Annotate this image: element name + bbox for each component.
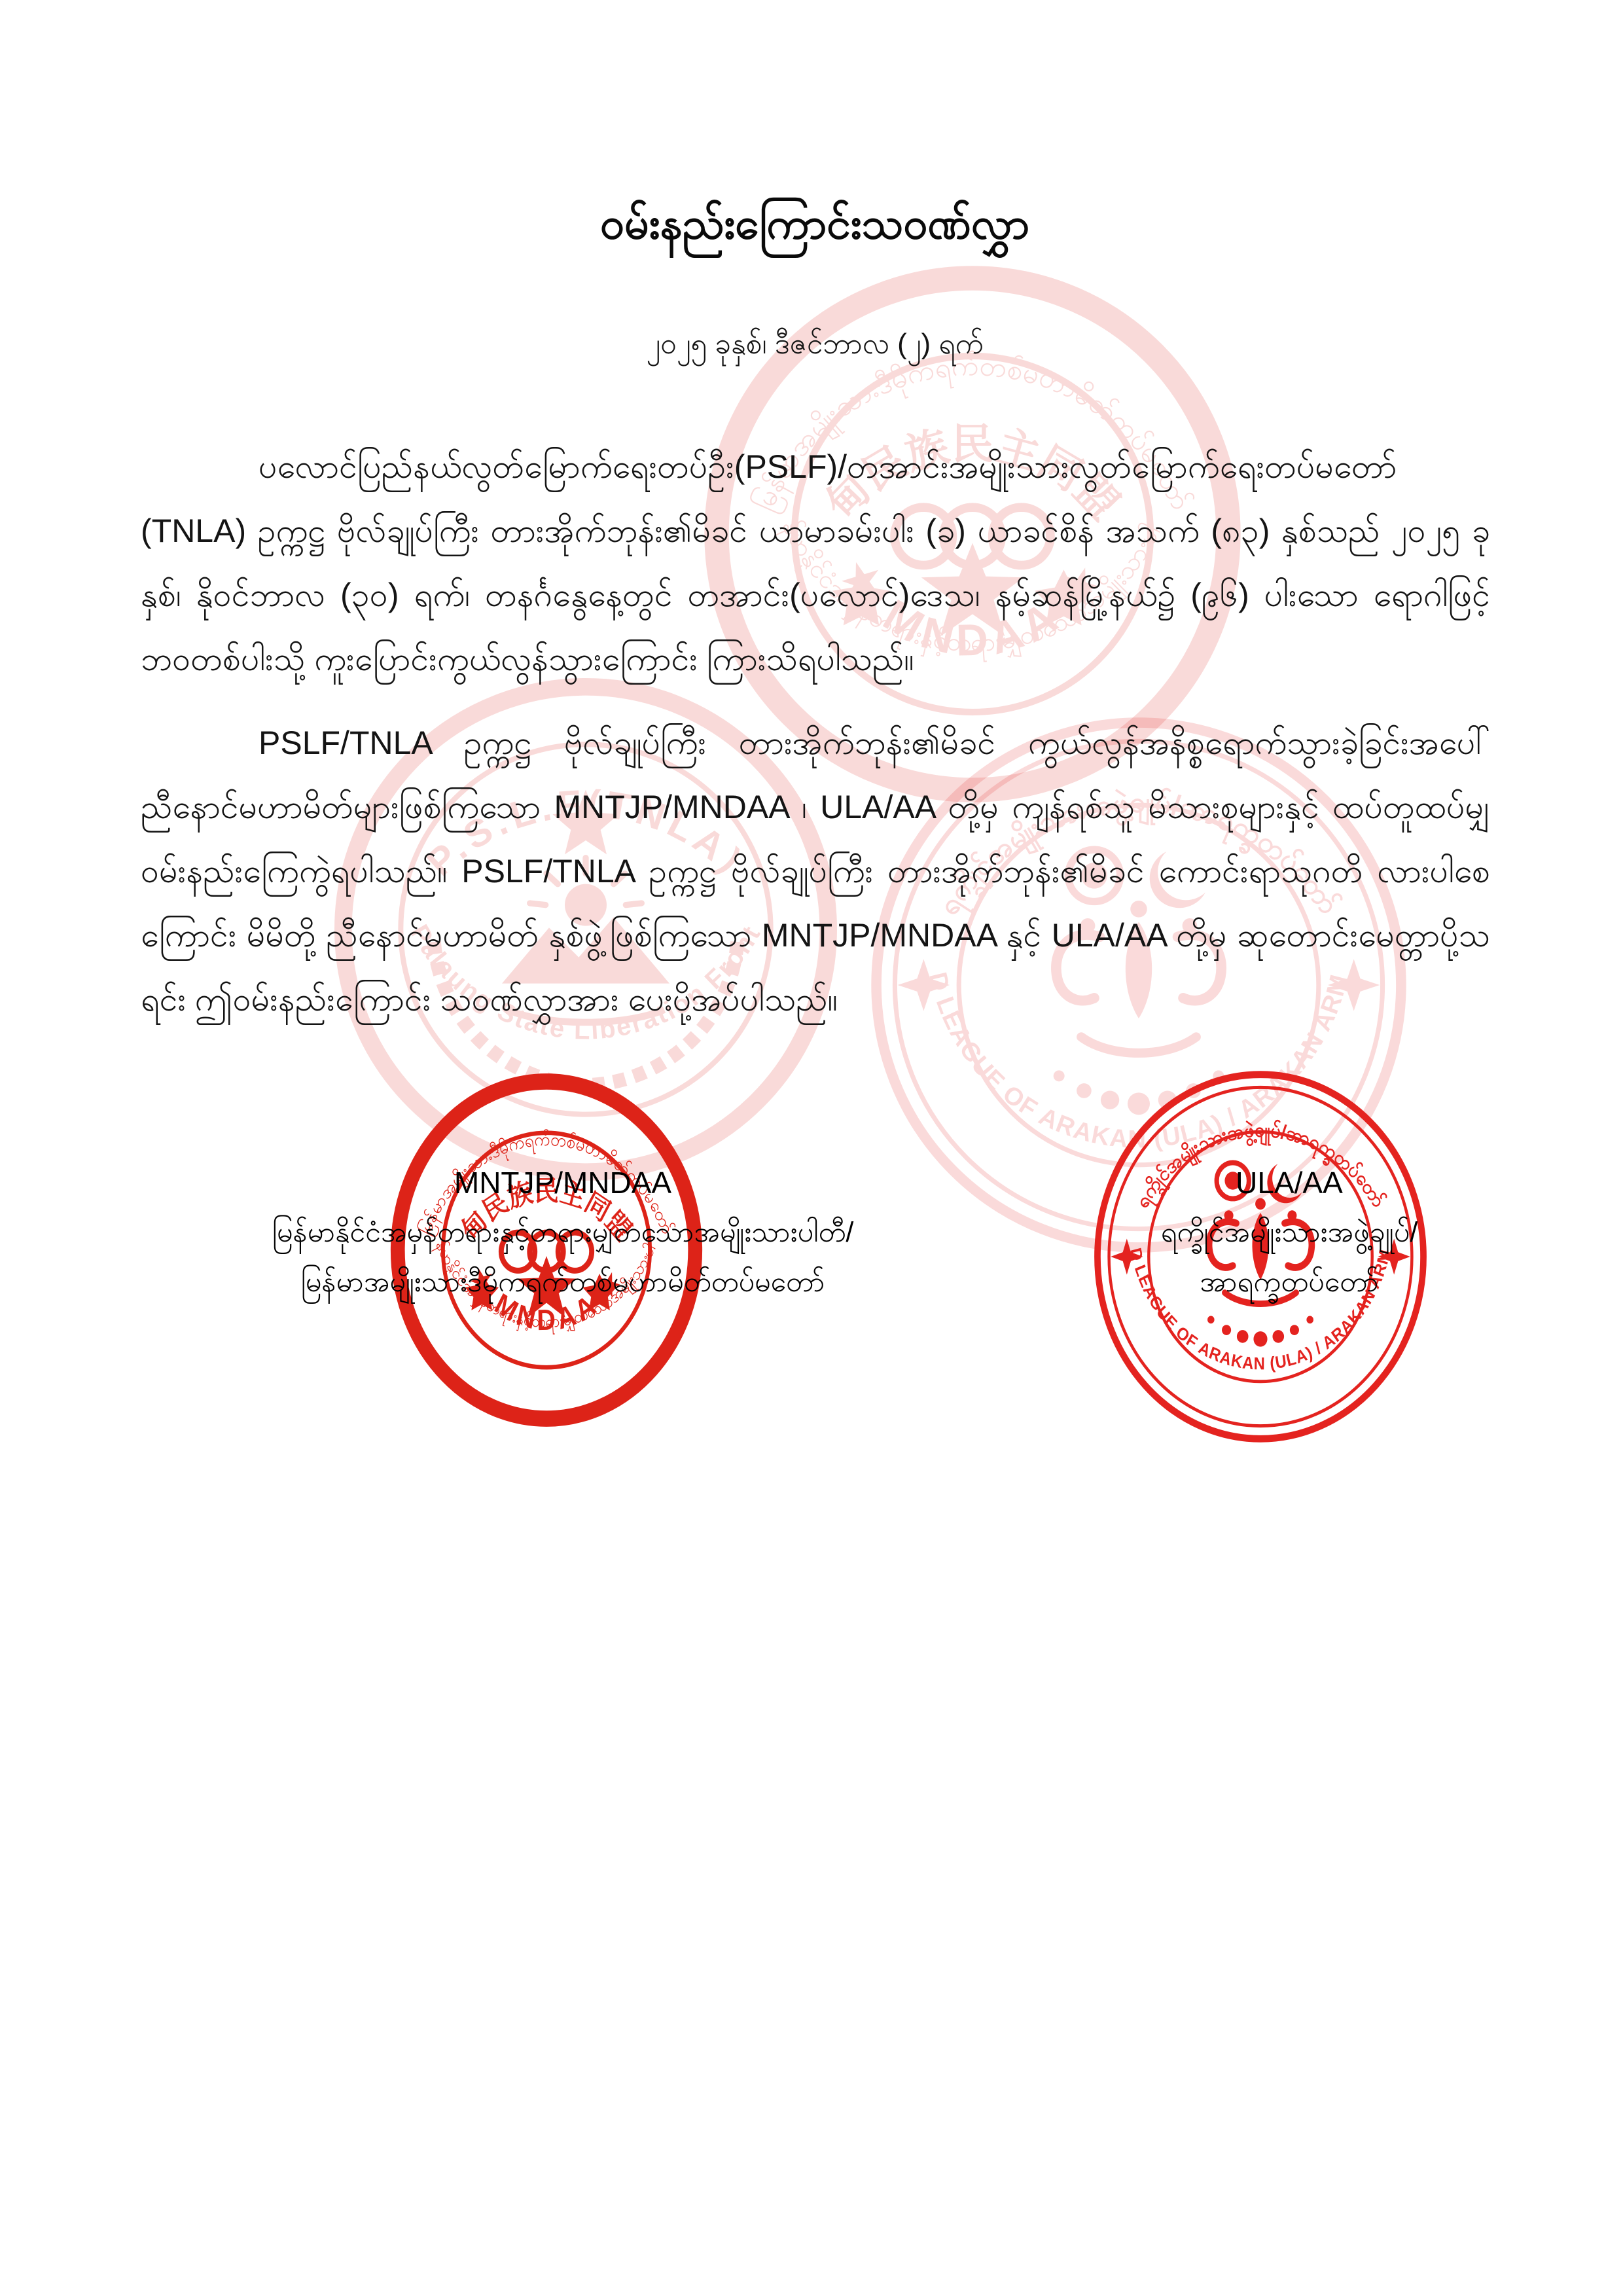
signatory-right-name-line1: ရက္ခိုင်အမျိုးသားအဖွဲ့ချုပ်/ — [1160, 1217, 1418, 1248]
signatory-left — [190, 1164, 936, 1300]
paragraph-condolence: PSLF/TNLA ဥက္ကဋ္ဌ ဗိုလ်ချုပ်ကြီး တားအိုက်ဘုန်း၏မိခင် ကွယ်လွန်အနိစ္စရောက်သွားခဲ့ခြင်းအပေါ် ညီနောင်မဟာမိတ်များဖြစ်ကြသော MNTJP/MNDAA ၊ ULA/AA တို့မှ ကျန်ရစ်သူ မိသားစုများနှင့် ထပ်တူထပ်မျှ ဝမ်းနည်းကြေကွဲရပါသည်။ PSLF/TNLA ဥက္ကဋ္ဌ ဗိုလ်ချုပ်ကြီး တားအိုက်ဘုန်း၏မိခင် ကောင်းရာသုဂတိ လားပါစေကြောင်း မိမိတို့ ညီနောင်မဟာမိတ် နှစ်ဖွဲ့ဖြစ်ကြသော MNTJP/MNDAA နှင့် ULA/AA တို့မှ ဆုတောင်းမေတ္တာပို့သရင်း ဤဝမ်းနည်းကြောင်း သဝဏ်လွှာအား ပေးပို့အပ်ပါသည်။ — [141, 725, 1490, 1018]
signatory-left-name-line1: မြန်မာနိုင်ငံအမှန်တရားနှင့်တရားမျှတသောအမျိုးသားပါတီ/ — [272, 1217, 854, 1248]
date-line: ၂၀၂၅ ခုနှစ်၊ ဒီဇင်ဘာလ (၂) ရက် — [646, 328, 984, 360]
signatory-right-abbr: ULA/AA — [1236, 1166, 1343, 1200]
signatory-right-name-line2: အာရက္ခတပ်တော် — [1200, 1266, 1379, 1298]
signatory-right — [1014, 1164, 1564, 1300]
paragraph-announcement: ပလောင်ပြည်နယ်လွတ်မြောက်ရေးတပ်ဦး(PSLF)/တအာင်းအမျိုးသားလွတ်မြောက်ရေးတပ်မတော် (TNLA) ဥက္ကဋ္ဌ ဗိုလ်ချုပ်ကြီး တားအိုက်ဘုန်း၏မိခင် ယာမာခမ်းပါး (ခ) ယာခင်စိန် အသက် (၈၃) နှစ်သည် ၂၀၂၅ ခုနှစ်၊ နိုဝင်ဘာလ (၃၀) ရက်၊ တနင်္ဂနွေနေ့တွင် တအာင်း(ပလောင်)ဒေသ၊ နမ့်ဆန်မြို့နယ်၌ (၉၆) ပါးသော ရောဂါဖြင့် ဘဝတစ်ပါးသို့ ကူးပြောင်းကွယ်လွန်သွားကြောင်း ကြားသိရပါသည်။ — [141, 448, 1490, 677]
signatory-left-abbr: MNTJP/MNDAA — [454, 1166, 672, 1200]
page-title: ဝမ်းနည်းကြောင်းသဝဏ်လွှာ — [600, 199, 1029, 247]
signatory-left-name-line2: မြန်မာအမျိုးသားဒီမိုကရက်တစ်မဟာမိတ်တပ်မတော် — [300, 1266, 825, 1298]
